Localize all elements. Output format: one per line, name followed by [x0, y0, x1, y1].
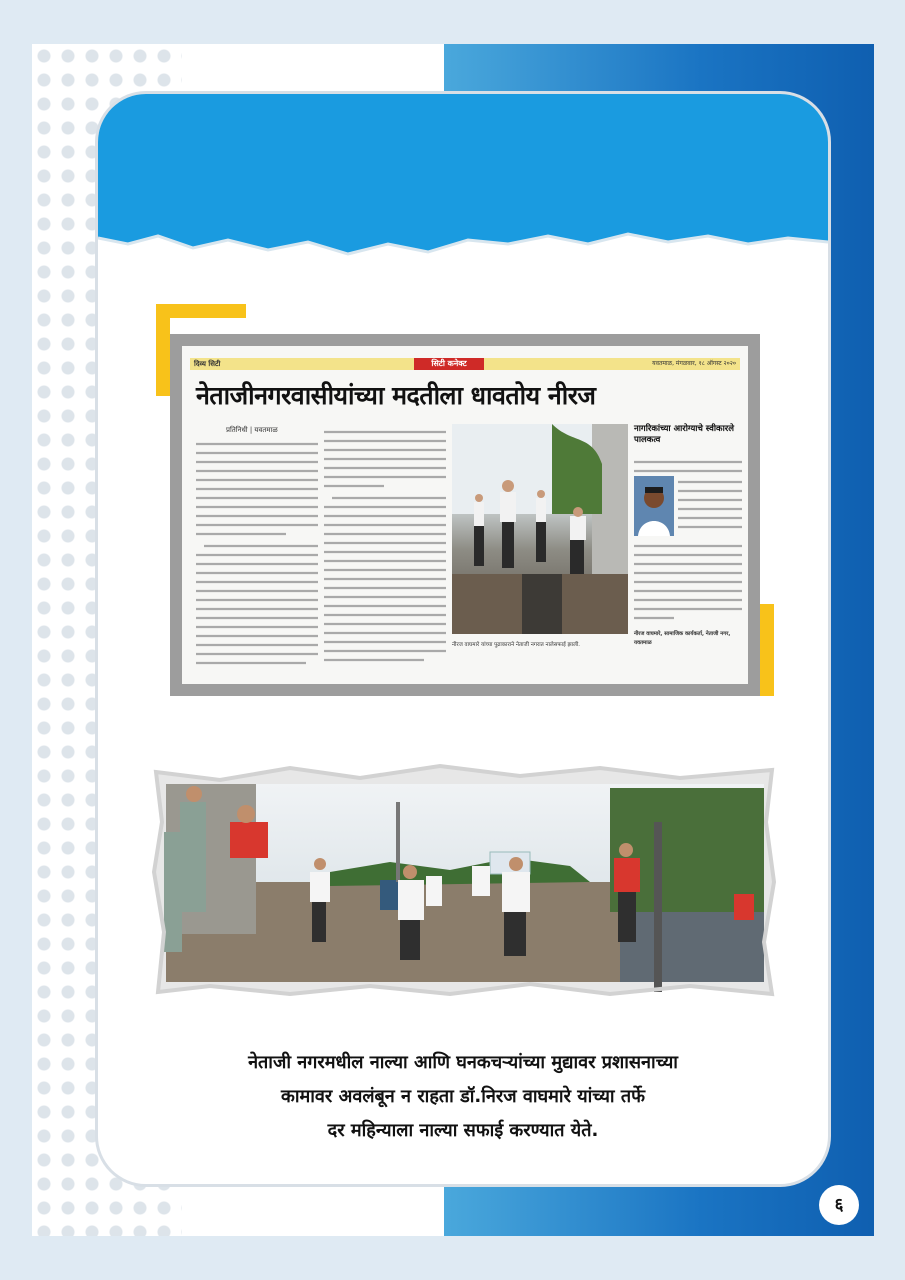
portrait-illustration	[634, 476, 674, 536]
newspaper-page	[182, 346, 748, 684]
cleanup-photo-illustration	[150, 762, 778, 1000]
sidebar-name: नीरज वाघमारे, सामाजिक कार्यकर्ता, नेताजी नगर, यवतमाळ	[634, 631, 731, 646]
sidebar-text-top	[634, 458, 742, 474]
masthead-left: दिव्य सिटी	[194, 360, 221, 368]
cleanup-photo	[150, 762, 778, 1000]
news-photo	[452, 424, 628, 634]
news-column-1	[196, 438, 318, 674]
portrait-photo	[634, 476, 674, 536]
caption-line-2: कामावर अवलंबून न राहता डॉ.निरज वाघमारे यांच्या तर्फे	[281, 1086, 645, 1107]
news-sidebar	[634, 424, 742, 446]
news-photo-caption: नीरज वाघमारे यांच्या पुढाकाराने नेताजी नगरात नालेसफाई झाली.	[452, 642, 581, 648]
caption-line-3: दर महिन्याला नाल्या सफाई करण्यात येते.	[327, 1120, 599, 1141]
torn-edge	[98, 214, 828, 274]
page	[32, 44, 874, 1236]
page-caption	[158, 1046, 768, 1148]
news-headline: नेताजीनगरवासीयांच्या मदतीला धावतोय नीरज	[196, 381, 596, 410]
yellow-corner-right	[760, 604, 774, 696]
section-label: सिटी कनेक्ट	[414, 358, 484, 370]
page-number: ६	[819, 1185, 859, 1225]
sidebar-heading: नागरिकांच्या आरोग्याचे स्वीकारले पालकत्व	[634, 424, 735, 445]
newspaper-clipping	[170, 334, 760, 696]
masthead-date: यवतमाळ, मंगळवार, १८ ऑगस्ट २०२०	[652, 360, 736, 367]
text-lines-1	[196, 438, 318, 674]
content-card	[98, 94, 828, 1184]
sidebar-text-bottom	[634, 542, 742, 626]
news-column-2	[324, 426, 446, 674]
newspaper-masthead	[190, 358, 740, 370]
torn-paper-header	[98, 94, 828, 264]
news-byline: प्रतिनिधी | यवतमाळ	[226, 426, 278, 434]
text-lines-2	[324, 426, 446, 674]
caption-line-1: नेताजी नगरमधील नाल्या आणि घनकचऱ्यांच्या मुद्यावर प्रशासनाच्या	[248, 1052, 678, 1073]
sidebar-text-right	[678, 478, 742, 538]
yellow-corner-left	[156, 304, 170, 396]
news-photo-illustration	[452, 424, 628, 634]
